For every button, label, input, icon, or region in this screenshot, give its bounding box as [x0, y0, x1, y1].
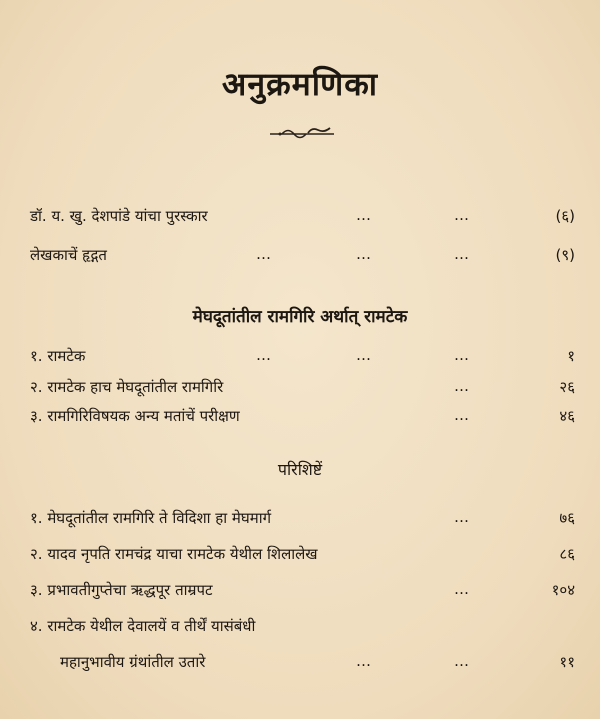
toc-entry[interactable] — [30, 544, 575, 574]
entry-title: १. मेघदूतांतील रामगिरि ते विदिशा हा मेघमार्ग — [30, 509, 272, 527]
entry-title: महानुभावीय ग्रंथांतील उतारे — [60, 653, 206, 671]
page-title: अनुक्रमणिका — [221, 65, 379, 103]
entry-title: ४. रामटेक येथील देवालयें व तीर्थें यासंबंधी — [30, 617, 256, 635]
toc-entry[interactable] — [30, 580, 575, 610]
leader-dots: … — [454, 580, 470, 598]
toc-entry[interactable] — [30, 206, 575, 236]
entry-title: ३. प्रभावतीगुप्तेचा ऋद्धपूर ताम्रपट — [30, 581, 213, 599]
page-number: १ — [567, 347, 575, 365]
entry-title: डॉ. य. खु. देशपांडे यांचा पुरस्कार — [30, 207, 208, 225]
page-number: २६ — [559, 378, 575, 396]
toc-entry[interactable] — [30, 406, 575, 436]
flourish-ornament — [268, 124, 336, 140]
leader-dots: … — [256, 346, 272, 364]
leader-dots: … — [454, 406, 470, 424]
leader-dots: … — [256, 245, 272, 263]
toc-entry[interactable] — [30, 245, 575, 275]
page-number: (६) — [555, 207, 575, 225]
entry-title: २. रामटेक हाच मेघदूतांतील रामगिरि — [30, 378, 224, 396]
toc-entry[interactable] — [60, 652, 575, 682]
toc-entry[interactable] — [30, 616, 575, 646]
section-heading: मेघदूतांतील रामगिरि अर्थात् रामटेक — [192, 307, 408, 327]
entry-title: लेखकाचें हृद्गत — [30, 246, 107, 264]
page-number: (९) — [555, 246, 575, 264]
leader-dots: … — [356, 346, 372, 364]
page-number: १०४ — [551, 581, 575, 599]
leader-dots: … — [454, 346, 470, 364]
leader-dots: … — [356, 652, 372, 670]
page-number: ७६ — [559, 509, 575, 527]
leader-dots: … — [356, 206, 372, 224]
leader-dots: … — [356, 245, 372, 263]
entry-title: २. यादव नृपति रामचंद्र याचा रामटेक येथील शिलालेख — [30, 545, 318, 563]
toc-entry[interactable] — [30, 508, 575, 538]
leader-dots: … — [454, 508, 470, 526]
leader-dots: … — [454, 206, 470, 224]
toc-entry[interactable] — [30, 377, 575, 407]
page-number: ४६ — [559, 407, 575, 425]
toc-entry[interactable] — [30, 346, 575, 376]
page-number: ८६ — [559, 545, 575, 563]
section-heading: परिशिष्टें — [277, 460, 323, 479]
leader-dots: … — [454, 377, 470, 395]
leader-dots: … — [454, 245, 470, 263]
entry-title: ३. रामगिरिविषयक अन्य मतांचें परीक्षण — [30, 407, 240, 425]
page-number: ११ — [559, 653, 575, 671]
entry-title: १. रामटेक — [30, 347, 86, 365]
leader-dots: … — [454, 652, 470, 670]
